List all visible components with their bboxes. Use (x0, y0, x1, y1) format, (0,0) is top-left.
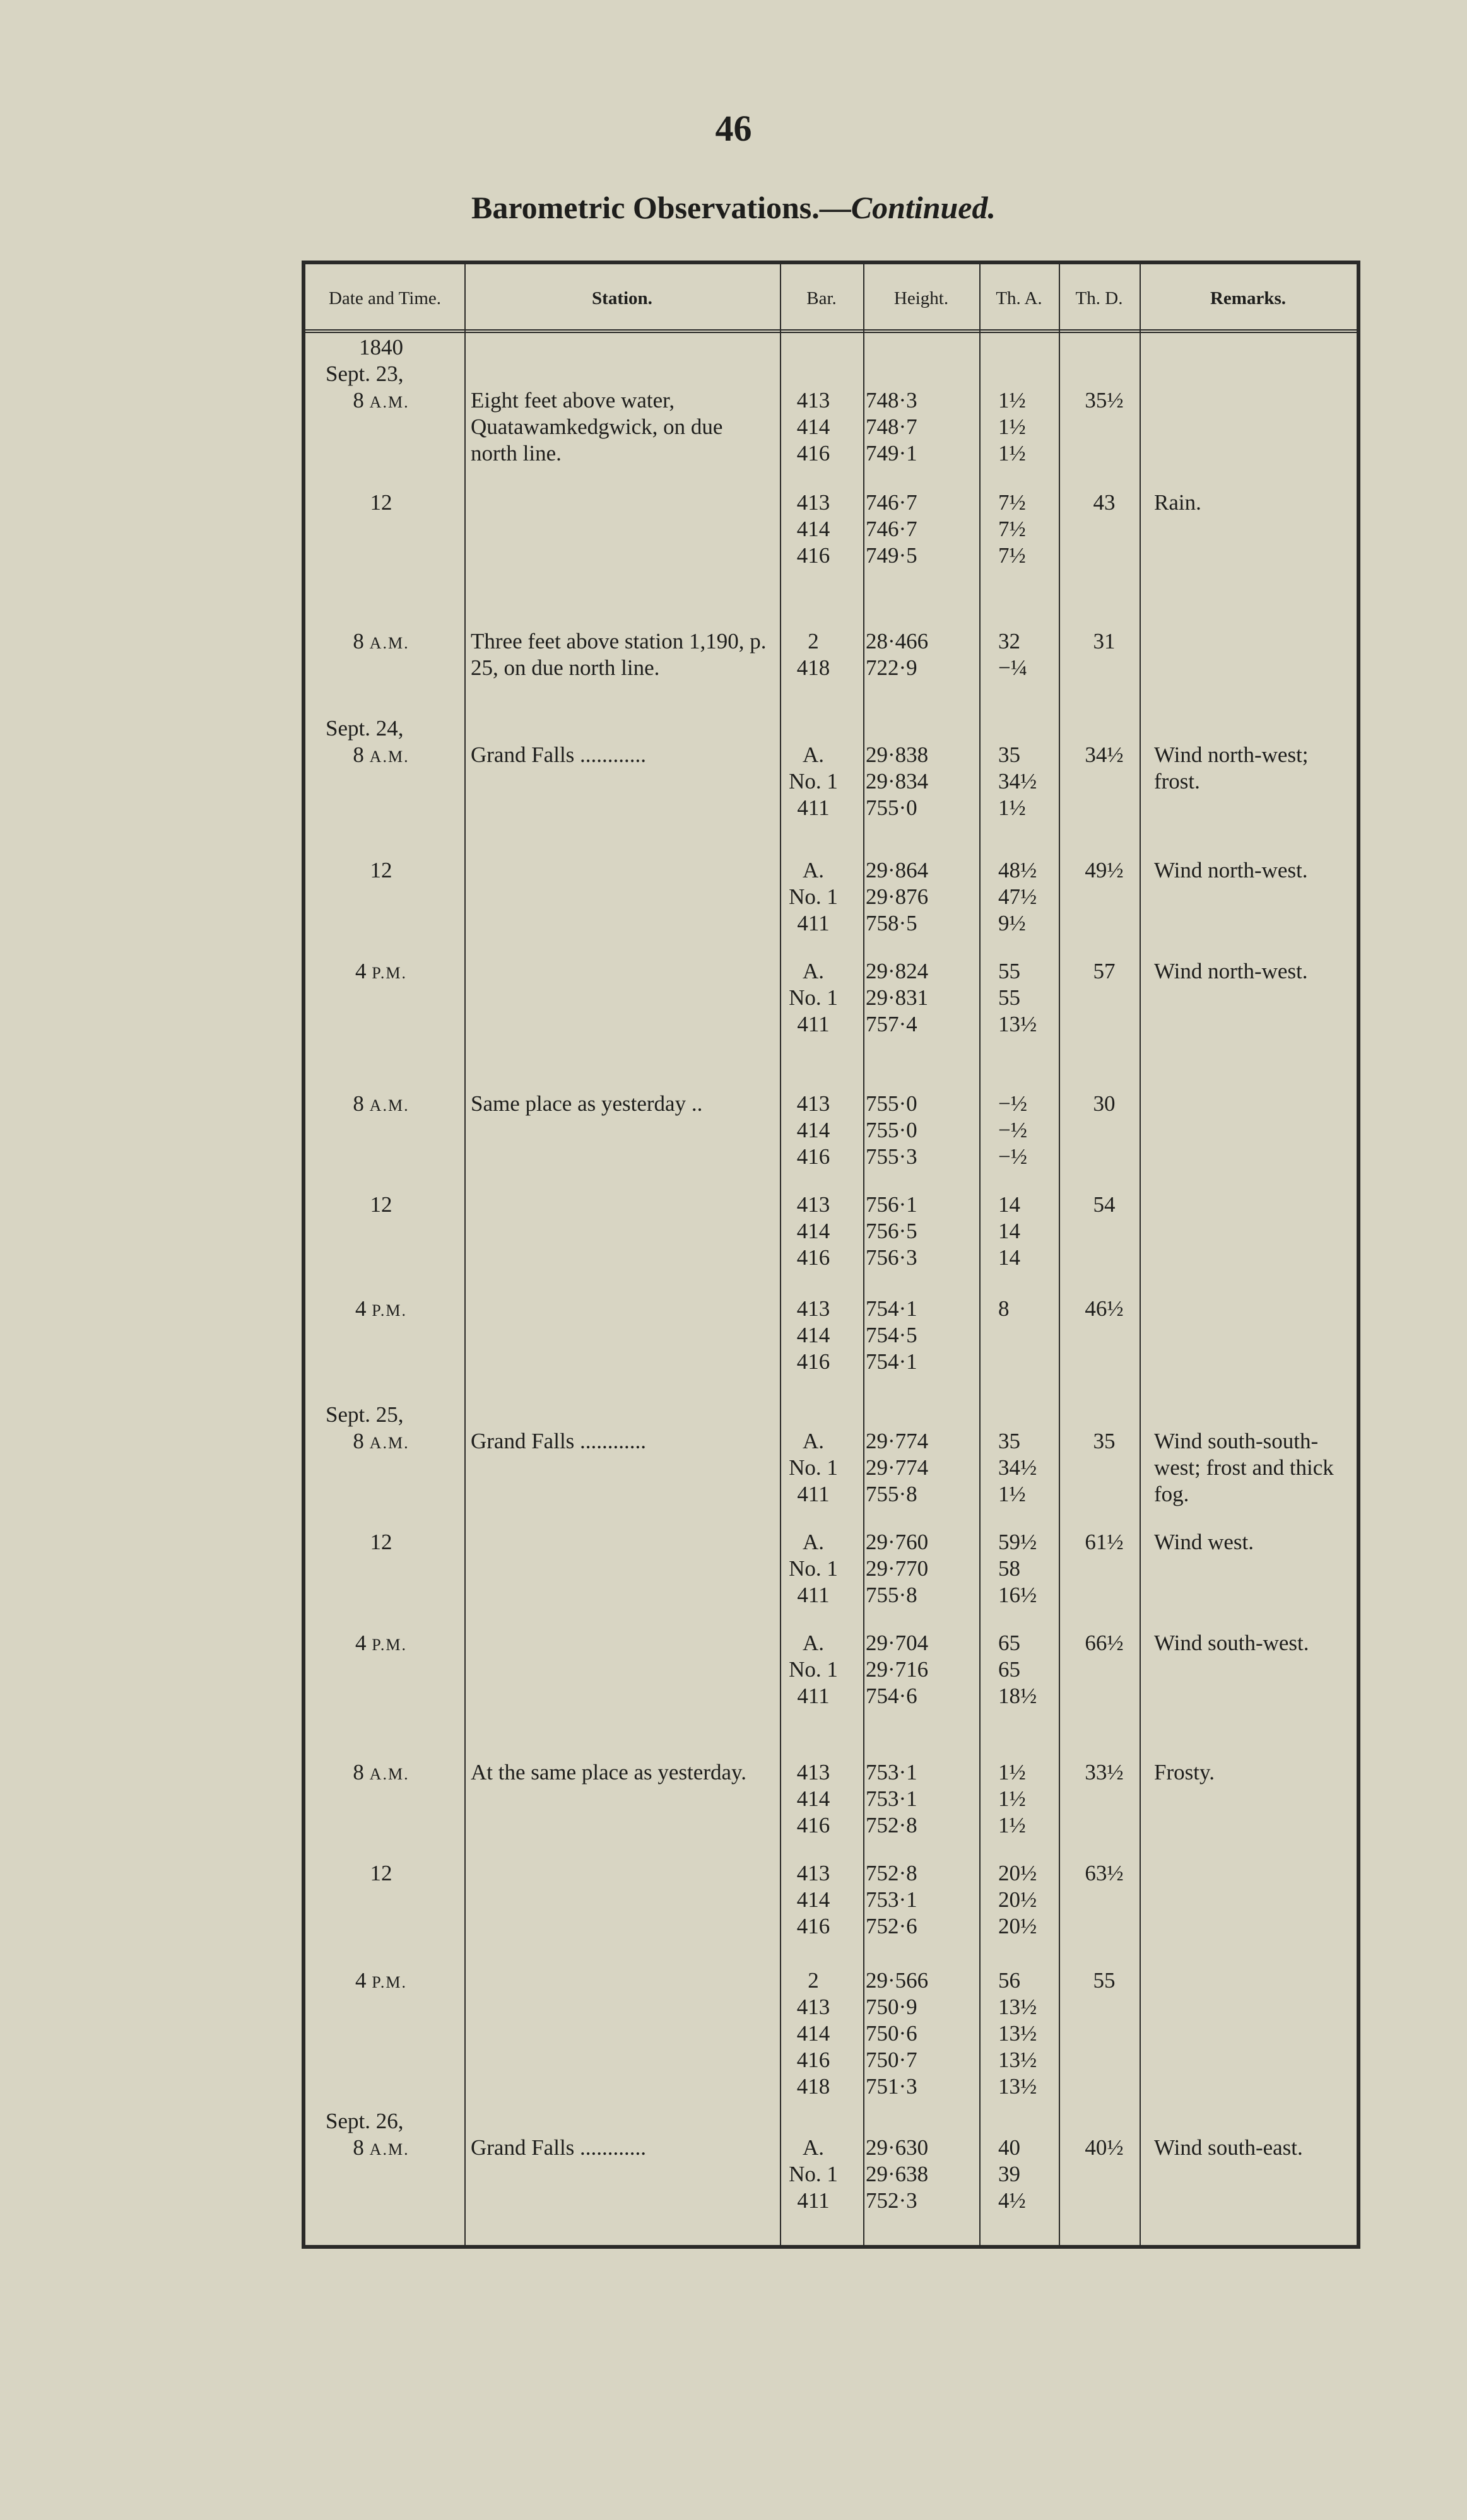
header-remarks: Remarks. (1210, 288, 1286, 308)
th-a-value: 13½ (998, 2074, 1037, 2099)
height-value: 752·8 (866, 1813, 917, 1837)
bar-value: 414 (796, 2021, 830, 2046)
th-a-value: 20½ (998, 1861, 1037, 1885)
th-a-value: 55 (998, 959, 1020, 983)
th-a-value: 1½ (998, 414, 1026, 439)
th-a-value: 1½ (998, 1482, 1026, 1506)
bar-value: 414 (796, 414, 830, 439)
th-a-value: 65 (998, 1657, 1020, 1682)
time-label: 8 A.M. (353, 1091, 409, 1116)
th-a-value: 14 (998, 1192, 1020, 1217)
height-value: 29·876 (866, 884, 929, 909)
bar-value: No. 1 (789, 1455, 838, 1480)
bar-value: 416 (796, 1349, 830, 1374)
th-d-value: 54 (1093, 1192, 1116, 1217)
bar-value: 411 (797, 911, 830, 935)
bar-value: A. (802, 1631, 825, 1655)
height-value: 29·774 (866, 1429, 929, 1453)
bar-value: A. (802, 1429, 825, 1453)
height-value: 750·7 (866, 2048, 917, 2072)
bar-value: 416 (796, 1813, 830, 1837)
date-label: Sept. 26, (326, 2109, 404, 2133)
remarks-cell: Frosty. (1154, 1760, 1215, 1785)
bar-value: 413 (796, 490, 830, 515)
height-value: 752·8 (866, 1861, 917, 1885)
bar-value: No. 1 (789, 1657, 838, 1682)
th-a-value: 14 (998, 1245, 1020, 1270)
bar-value: 413 (796, 1296, 830, 1321)
header-th-a: Th. A. (996, 288, 1042, 308)
th-a-value: 32 (998, 629, 1020, 653)
remarks-cell: Wind north-west. (1154, 858, 1308, 882)
time-period: A.M. (369, 1096, 409, 1115)
time-period: A.M. (369, 2140, 409, 2159)
bar-value: 411 (797, 1482, 830, 1506)
th-a-value: 13½ (998, 2021, 1037, 2046)
th-a-value: 8 (998, 1296, 1010, 1321)
th-a-value: −½ (998, 1091, 1027, 1116)
height-value: 757·4 (866, 1012, 917, 1036)
height-value: 29·760 (866, 1530, 929, 1554)
bar-value: No. 1 (789, 884, 838, 909)
time-label: 8 A.M. (353, 629, 409, 653)
bar-value: 414 (796, 1118, 830, 1142)
th-a-value: 34½ (998, 1455, 1037, 1480)
bar-value: 414 (796, 1323, 830, 1347)
bar-value: 418 (796, 655, 830, 680)
bar-value: 414 (796, 1219, 830, 1243)
header-date: Date and Time. (328, 288, 442, 308)
date-label: Sept. 25, (326, 1402, 404, 1427)
page-number: 46 (715, 108, 752, 149)
height-value: 755·3 (866, 1144, 917, 1169)
th-a-value: 1½ (998, 1760, 1026, 1785)
th-a-value: 18½ (998, 1684, 1037, 1708)
th-a-value: 1½ (998, 795, 1026, 820)
height-value: 29·864 (866, 858, 929, 882)
th-a-value: 59½ (998, 1530, 1037, 1554)
time-label: 4 P.M. (355, 1631, 407, 1655)
bar-value: 411 (797, 1684, 830, 1708)
time-label: 8 A.M. (353, 742, 409, 767)
height-value: 753·1 (866, 1760, 917, 1785)
header-height: Height. (893, 288, 949, 308)
date-label: 1840 (359, 335, 403, 360)
bar-value: A. (802, 858, 825, 882)
remarks-cell: Wind south-east. (1154, 2135, 1303, 2160)
height-value: 753·1 (866, 1786, 917, 1811)
height-value: 29·630 (866, 2135, 929, 2160)
height-value: 751·3 (866, 2074, 917, 2099)
bar-value: 413 (796, 1091, 830, 1116)
th-a-value: 1½ (998, 388, 1026, 413)
remarks-cell: Rain. (1154, 490, 1201, 515)
th-a-value: 1½ (998, 441, 1026, 466)
height-value: 749·1 (866, 441, 917, 466)
height-value: 29·770 (866, 1556, 929, 1581)
bar-value: 413 (796, 1995, 830, 2019)
th-d-value: 33½ (1085, 1760, 1124, 1785)
remarks-cell: Wind west. (1154, 1530, 1254, 1554)
height-value: 750·9 (866, 1995, 917, 2019)
time-label: 8 A.M. (353, 1760, 409, 1785)
bar-value: 411 (797, 1012, 830, 1036)
bar-value: No. 1 (789, 1556, 838, 1581)
time-period: A.M. (369, 393, 409, 411)
th-a-value: 65 (998, 1631, 1020, 1655)
height-value: 755·8 (866, 1583, 917, 1607)
th-a-value: −½ (998, 1118, 1027, 1142)
time-label: 12 (370, 1530, 392, 1554)
height-value: 722·9 (866, 655, 917, 680)
th-d-value: 34½ (1085, 742, 1124, 767)
height-value: 29·824 (866, 959, 929, 983)
height-value: 29·638 (866, 2162, 929, 2186)
th-d-value: 30 (1093, 1091, 1116, 1116)
th-d-value: 61½ (1085, 1530, 1124, 1554)
bar-value: 416 (796, 543, 830, 568)
th-d-value: 49½ (1085, 858, 1124, 882)
bar-value: 416 (796, 1245, 830, 1270)
th-d-value: 55 (1093, 1968, 1116, 1993)
remarks-cell: Wind south-west. (1154, 1631, 1309, 1655)
th-a-value: 55 (998, 985, 1020, 1010)
height-value: 752·6 (866, 1914, 917, 1938)
remarks-cell: Wind south-south-west; frost and thick fog. (1154, 1429, 1334, 1506)
time-label: 4 P.M. (355, 1968, 407, 1993)
time-label: 12 (370, 1861, 392, 1885)
station-cell: Grand Falls ............ (471, 1429, 647, 1453)
bar-value: 416 (796, 1144, 830, 1169)
time-period: A.M. (369, 1765, 409, 1783)
th-a-value: 35 (998, 742, 1020, 767)
bar-value: 411 (797, 795, 830, 820)
heading-continued: Continued. (851, 190, 996, 225)
th-a-value: 48½ (998, 858, 1037, 882)
height-value: 748·7 (866, 414, 917, 439)
bar-value: 413 (796, 1861, 830, 1885)
height-value: 755·0 (866, 795, 917, 820)
bar-value: 411 (797, 1583, 830, 1607)
remarks-cell: Wind north-west. (1154, 959, 1308, 983)
station-cell: At the same place as yesterday. (471, 1760, 746, 1785)
height-value: 754·1 (866, 1296, 917, 1321)
time-label: 4 P.M. (355, 1296, 407, 1321)
th-d-value: 35 (1093, 1429, 1116, 1453)
observations-table (302, 261, 1360, 2249)
th-a-value: 1½ (998, 1786, 1026, 1811)
station-cell: Eight feet above water, Quatawamkedgwick, on due north line. (471, 388, 723, 466)
bar-value: 411 (797, 2188, 830, 2213)
table-body (305, 264, 1357, 2245)
height-value: 758·5 (866, 911, 917, 935)
th-d-value: 63½ (1085, 1861, 1124, 1885)
th-a-value: 47½ (998, 884, 1037, 909)
station-cell: Grand Falls ............ (471, 742, 647, 767)
time-label: 4 P.M. (355, 959, 407, 983)
height-value: 753·1 (866, 1887, 917, 1912)
bar-value: 414 (796, 517, 830, 541)
height-value: 755·0 (866, 1091, 917, 1116)
height-value: 756·3 (866, 1245, 917, 1270)
th-a-value: 7½ (998, 543, 1026, 568)
height-value: 28·466 (866, 629, 929, 653)
time-period: P.M. (372, 1636, 407, 1654)
height-value: 749·5 (866, 543, 917, 568)
th-d-value: 35½ (1085, 388, 1124, 413)
height-value: 752·3 (866, 2188, 917, 2213)
bar-value: 416 (796, 441, 830, 466)
th-a-value: 9½ (998, 911, 1026, 935)
height-value: 29·704 (866, 1631, 929, 1655)
height-value: 29·834 (866, 769, 929, 794)
th-a-value: 13½ (998, 2048, 1037, 2072)
height-value: 754·5 (866, 1323, 917, 1347)
time-label: 12 (370, 490, 392, 515)
header-bar: Bar. (806, 288, 837, 308)
page-heading (0, 189, 1467, 226)
bar-value: 418 (796, 2074, 830, 2099)
station-cell: Same place as yesterday .. (471, 1091, 703, 1116)
bar-value: A. (802, 2135, 825, 2160)
time-period: A.M. (369, 747, 409, 766)
th-a-value: 39 (998, 2162, 1020, 2186)
height-value: 756·5 (866, 1219, 917, 1243)
remarks-cell: Wind north-west; frost. (1154, 742, 1309, 794)
bar-value: 2 (808, 1968, 819, 1993)
height-value: 29·831 (866, 985, 929, 1010)
th-d-value: 43 (1093, 490, 1116, 515)
date-label: Sept. 24, (326, 716, 404, 741)
bar-value: No. 1 (789, 769, 838, 794)
th-a-value: 7½ (998, 490, 1026, 515)
time-period: A.M. (369, 634, 409, 652)
height-value: 756·1 (866, 1192, 917, 1217)
height-value: 29·566 (866, 1968, 929, 1993)
bar-value: 416 (796, 1914, 830, 1938)
th-d-value: 46½ (1085, 1296, 1124, 1321)
th-d-value: 31 (1093, 629, 1116, 653)
th-a-value: 20½ (998, 1887, 1037, 1912)
time-label: 8 A.M. (353, 2135, 409, 2160)
height-value: 748·3 (866, 388, 917, 413)
th-a-value: −¼ (998, 655, 1027, 680)
time-label: 8 A.M. (353, 388, 409, 413)
bar-value: No. 1 (789, 985, 838, 1010)
time-label: 12 (370, 858, 392, 882)
th-a-value: 20½ (998, 1914, 1037, 1938)
th-a-value: 56 (998, 1968, 1020, 1993)
date-label: Sept. 23, (326, 361, 404, 386)
th-a-value: 4½ (998, 2188, 1026, 2213)
bar-value: No. 1 (789, 2162, 838, 2186)
bar-value: 414 (796, 1887, 830, 1912)
time-period: P.M. (372, 1301, 407, 1320)
bar-value: A. (802, 959, 825, 983)
height-value: 29·838 (866, 742, 929, 767)
th-a-value: 34½ (998, 769, 1037, 794)
header-th-d: Th. D. (1075, 288, 1123, 308)
bar-value: 413 (796, 1760, 830, 1785)
th-a-value: 13½ (998, 1012, 1037, 1036)
bar-value: A. (802, 1530, 825, 1554)
time-label: 8 A.M. (353, 1429, 409, 1453)
header-station: Station. (592, 288, 652, 308)
bar-value: 413 (796, 388, 830, 413)
bar-value: A. (802, 742, 825, 767)
bar-value: 414 (796, 1786, 830, 1811)
time-label: 12 (370, 1192, 392, 1217)
th-a-value: −½ (998, 1144, 1027, 1169)
height-value: 29·774 (866, 1455, 929, 1480)
th-a-value: 58 (998, 1556, 1020, 1581)
time-period: A.M. (369, 1434, 409, 1452)
height-value: 750·6 (866, 2021, 917, 2046)
height-value: 29·716 (866, 1657, 929, 1682)
th-a-value: 14 (998, 1219, 1020, 1243)
th-a-value: 16½ (998, 1583, 1037, 1607)
height-value: 755·0 (866, 1118, 917, 1142)
station-cell: Grand Falls ............ (471, 2135, 647, 2160)
bar-value: 2 (808, 629, 819, 653)
th-d-value: 40½ (1085, 2135, 1124, 2160)
height-value: 754·6 (866, 1684, 917, 1708)
bar-value: 416 (796, 2048, 830, 2072)
th-a-value: 7½ (998, 517, 1026, 541)
height-value: 746·7 (866, 490, 917, 515)
heading-main: Barometric Observations.— (471, 190, 851, 225)
height-value: 755·8 (866, 1482, 917, 1506)
time-period: P.M. (372, 964, 407, 982)
th-a-value: 13½ (998, 1995, 1037, 2019)
time-period: P.M. (372, 1973, 407, 1991)
th-d-value: 57 (1093, 959, 1116, 983)
height-value: 754·1 (866, 1349, 917, 1374)
bar-value: 413 (796, 1192, 830, 1217)
th-a-value: 35 (998, 1429, 1020, 1453)
height-value: 746·7 (866, 517, 917, 541)
th-a-value: 40 (998, 2135, 1020, 2160)
th-a-value: 1½ (998, 1813, 1026, 1837)
th-d-value: 66½ (1085, 1631, 1124, 1655)
station-cell: Three feet above station 1,190, p. 25, on due north line. (471, 629, 767, 680)
